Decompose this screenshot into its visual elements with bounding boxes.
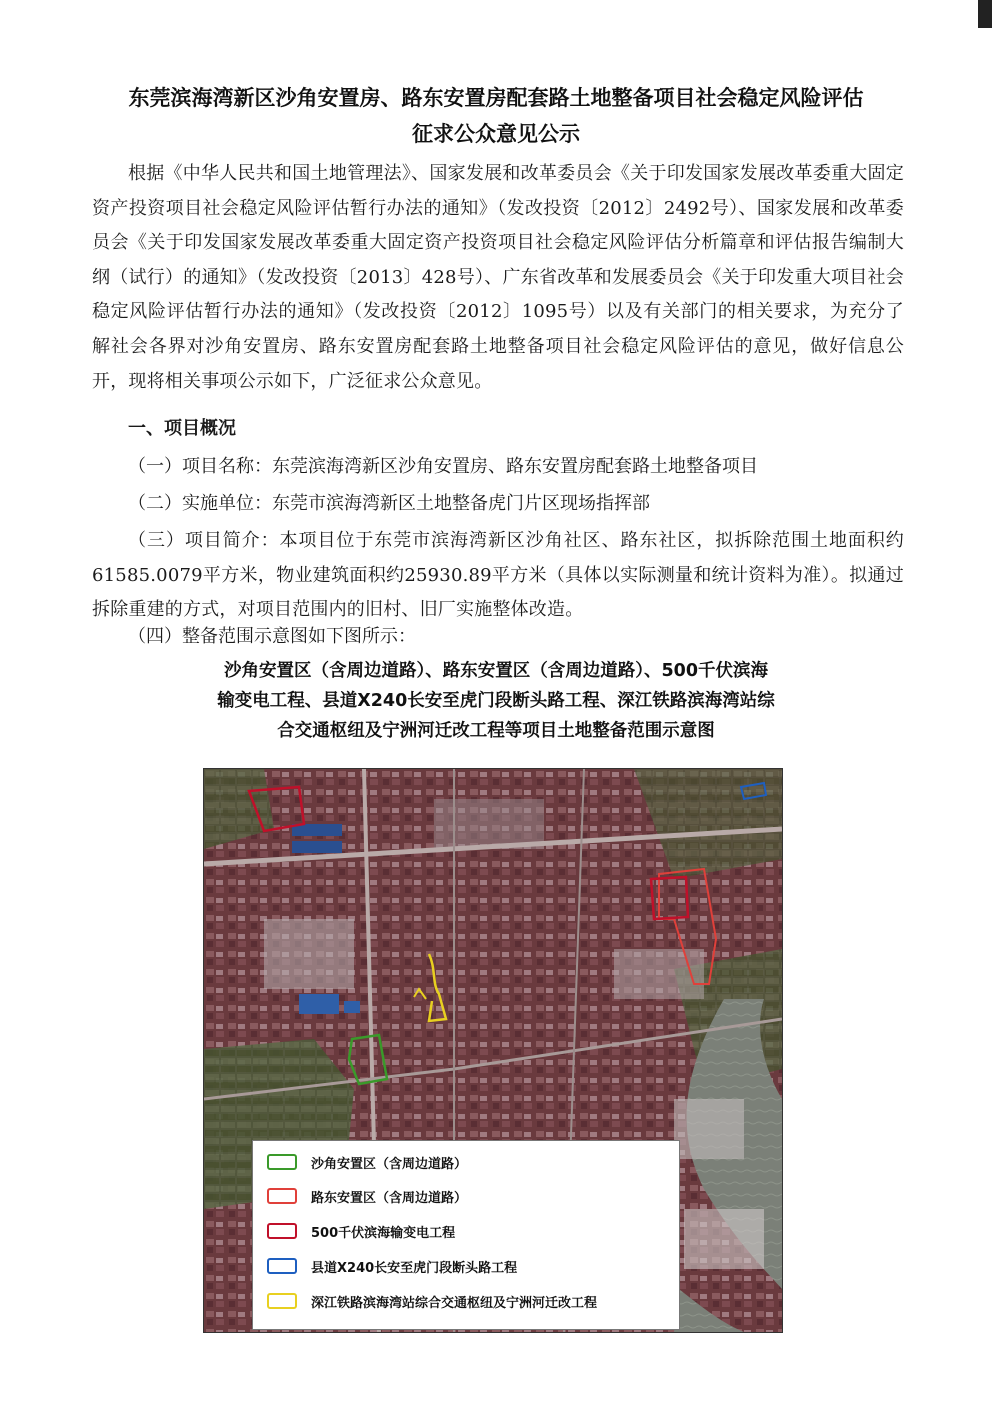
legend-label: 县道X240长安至虎门段断头路工程 xyxy=(311,1260,518,1276)
document-title-line2: 征求公众意见公示 xyxy=(412,122,580,146)
scan-edge-mark xyxy=(978,0,992,28)
section-heading-project-overview: 一、项目概况 xyxy=(128,418,236,439)
legend-item-x240-road xyxy=(267,1255,517,1277)
legend-item-ludong xyxy=(267,1185,467,1207)
legend-label: 深江铁路滨海湾站综合交通枢纽及宁洲河迁改工程 xyxy=(311,1295,598,1311)
legend-swatch-blue xyxy=(267,1258,297,1274)
project-introduction-item: （三）项目简介：本项目位于东莞市滨海湾新区沙角社区、路东社区，拟拆除范围土地面积约61585.0079平方米，物业建筑面积约25930.89平方米（具体以实际测量和统计资料为准）。拟通过拆除重建的方式，对项目范围内的旧村、旧厂实施整体改造。 xyxy=(92,530,904,621)
legend-swatch-yellow xyxy=(267,1293,297,1309)
legend-swatch-dark-red xyxy=(267,1223,297,1239)
intro-paragraph: 根据《中华人民共和国土地管理法》、国家发展和改革委员会《关于印发国家发展改革委重大固定资产投资项目社会稳定风险评估暂行办法的通知》（发改投资〔2012〕2492号）、国家发展和改革委员会《关于印发国家发展改革委重大固定资产投资项目社会稳定风险评估分析篇章和评估报告编制大纲（试行）的通知》（发改投资〔2013〕428号）、广东省改革和发展委员会《关于印发重大项目社会稳定风险评估暂行办法的通知》（发改投资〔2012〕1095号）以及有关部门的相关要求，为充分了解社会各界对沙角安置房、路东安置房配套路土地整备项目社会稳定风险评估的意见，做好信息公开，现将相关事项公示如下，广泛征求公众意见。 xyxy=(92,163,904,392)
legend-item-railway-hub xyxy=(267,1290,597,1312)
legend-item-substation xyxy=(267,1220,455,1242)
document-title-line1: 东莞滨海湾新区沙角安置房、路东安置房配套路土地整备项目社会稳定风险评估 xyxy=(128,86,864,110)
figure-title-line1: 沙角安置区（含周边道路）、路东安置区（含周边道路）、500千伏滨海 xyxy=(223,661,769,681)
scope-figure-caption-item: （四）整备范围示意图如下图所示： xyxy=(128,626,416,647)
legend-item-shajiao xyxy=(267,1151,467,1173)
implementing-unit-item: （二）实施单位：东莞市滨海湾新区土地整备虎门片区现场指挥部 xyxy=(128,493,650,514)
figure-title-line3: 合交通枢纽及宁洲河迁改工程等项目土地整备范围示意图 xyxy=(277,721,715,741)
map-legend xyxy=(252,1140,680,1330)
legend-label: 沙角安置区（含周边道路） xyxy=(311,1156,468,1172)
project-name-item: （一）项目名称：东莞滨海湾新区沙角安置房、路东安置房配套路土地整备项目 xyxy=(128,456,758,477)
figure-title-line2: 输变电工程、县道X240长安至虎门段断头路工程、深江铁路滨海湾站综 xyxy=(217,691,775,711)
legend-swatch-light-red xyxy=(267,1188,297,1204)
legend-swatch-green xyxy=(267,1154,297,1170)
legend-label: 路东安置区（含周边道路） xyxy=(311,1190,468,1206)
legend-label: 500千伏滨海输变电工程 xyxy=(311,1225,456,1241)
